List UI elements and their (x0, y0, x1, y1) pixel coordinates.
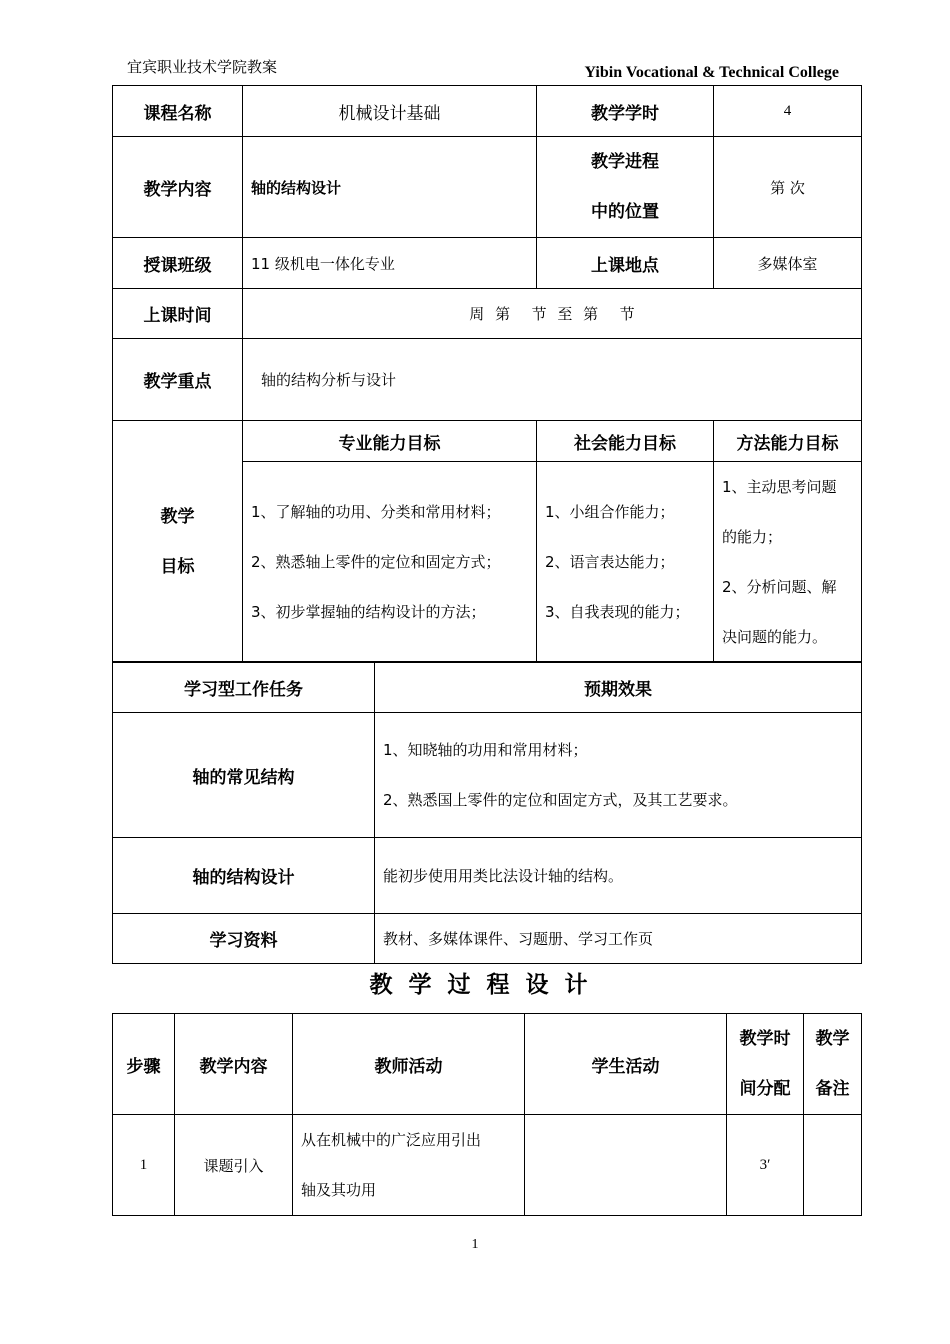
list-item: 3、初步掌握轴的结构设计的方法； (251, 603, 486, 621)
list-item: 2、语言表达能力； (545, 553, 675, 571)
focus-value: 轴的结构分析与设计 (243, 339, 862, 421)
method-goals (714, 462, 862, 663)
course-name: 机械设计基础 (243, 86, 537, 137)
task-name: 轴的结构设计 (113, 838, 375, 914)
effect-header: 预期效果 (375, 662, 862, 713)
lesson-info-table (112, 85, 862, 663)
position-value: 第 次 (714, 137, 862, 238)
goal-header-method: 方法能力目标 (714, 421, 862, 462)
content-header: 教学内容 (175, 1014, 293, 1115)
note-header-line-2: 备注 (815, 1079, 850, 1099)
task-name: 轴的常见结构 (113, 713, 375, 838)
hours-value: 4 (714, 86, 862, 137)
task-effects: 能初步使用用类比法设计轴的结构。 (375, 838, 862, 914)
student-header: 学生活动 (525, 1014, 727, 1115)
table-row (113, 1115, 862, 1216)
place-label: 上课地点 (537, 238, 714, 289)
materials-value: 教材、多媒体课件、习题册、学习工作页 (375, 914, 862, 964)
process-table (112, 1013, 862, 1216)
task-table (112, 661, 862, 964)
time-label: 上课时间 (113, 289, 243, 339)
note-header-line-1: 教学 (815, 1029, 850, 1049)
list-item: 2、熟悉轴上零件的定位和固定方式； (251, 553, 501, 571)
goals-label-line-2: 目标 (160, 556, 195, 577)
place-value: 多媒体室 (714, 238, 862, 289)
list-item: 2、分析问题、解 (722, 578, 837, 596)
goal-header-social: 社会能力目标 (537, 421, 714, 462)
process-title: 教学过程设计 (369, 972, 604, 998)
time-value: 周 第 节 至 第 节 (243, 289, 862, 339)
teacher-activity (293, 1115, 525, 1216)
task-header: 学习型工作任务 (113, 662, 375, 713)
step-header: 步骤 (113, 1014, 175, 1115)
step-number: 1 (113, 1115, 175, 1216)
teacher-activity-line-1: 从在机械中的广泛应用引出 (301, 1131, 482, 1149)
position-label-line-2: 中的位置 (591, 202, 659, 222)
student-activity (525, 1115, 727, 1216)
list-item: 3、自我表现的能力； (545, 603, 690, 621)
task-effects (375, 713, 862, 838)
step-content: 课题引入 (175, 1115, 293, 1216)
course-name-label: 课程名称 (113, 86, 243, 137)
hours-label: 教学学时 (537, 86, 714, 137)
goals-label (113, 421, 243, 663)
goal-header-professional: 专业能力目标 (243, 421, 537, 462)
content-value: 轴的结构设计 (243, 137, 537, 238)
social-goals (537, 462, 714, 663)
teacher-header: 教师活动 (293, 1014, 525, 1115)
header-school-name: 宜宾职业技术学院教案 (127, 58, 278, 76)
header-college-name: Yibin Vocational & Technical College (584, 64, 839, 81)
note-header (804, 1014, 862, 1115)
page-number: 1 (471, 1237, 479, 1252)
time-header-line-2: 间分配 (739, 1079, 791, 1099)
class-label: 授课班级 (113, 238, 243, 289)
teacher-activity-line-2: 轴及其功用 (301, 1181, 377, 1199)
note (804, 1115, 862, 1216)
time-allocation-header (727, 1014, 804, 1115)
position-label (537, 137, 714, 238)
focus-label: 教学重点 (113, 339, 243, 421)
content-label: 教学内容 (113, 137, 243, 238)
list-item: 1、了解轴的功用、分类和常用材料； (251, 503, 501, 521)
time-allocation: 3′ (727, 1115, 804, 1216)
list-item: 2、熟悉国上零件的定位和固定方式，及其工艺要求。 (383, 791, 738, 809)
professional-goals (243, 462, 537, 663)
list-item: 1、主动思考问题 (722, 478, 837, 496)
position-label-line-1: 教学进程 (591, 152, 659, 172)
time-header-line-1: 教学时 (739, 1029, 791, 1049)
list-item: 1、小组合作能力； (545, 503, 675, 521)
list-item: 决问题的能力。 (722, 628, 828, 646)
goals-label-line-1: 教学 (160, 506, 195, 527)
list-item: 的能力； (722, 528, 783, 546)
materials-label: 学习资料 (113, 914, 375, 964)
class-value: 11 级机电一体化专业 (243, 238, 537, 289)
list-item: 1、知晓轴的功用和常用材料； (383, 741, 588, 759)
